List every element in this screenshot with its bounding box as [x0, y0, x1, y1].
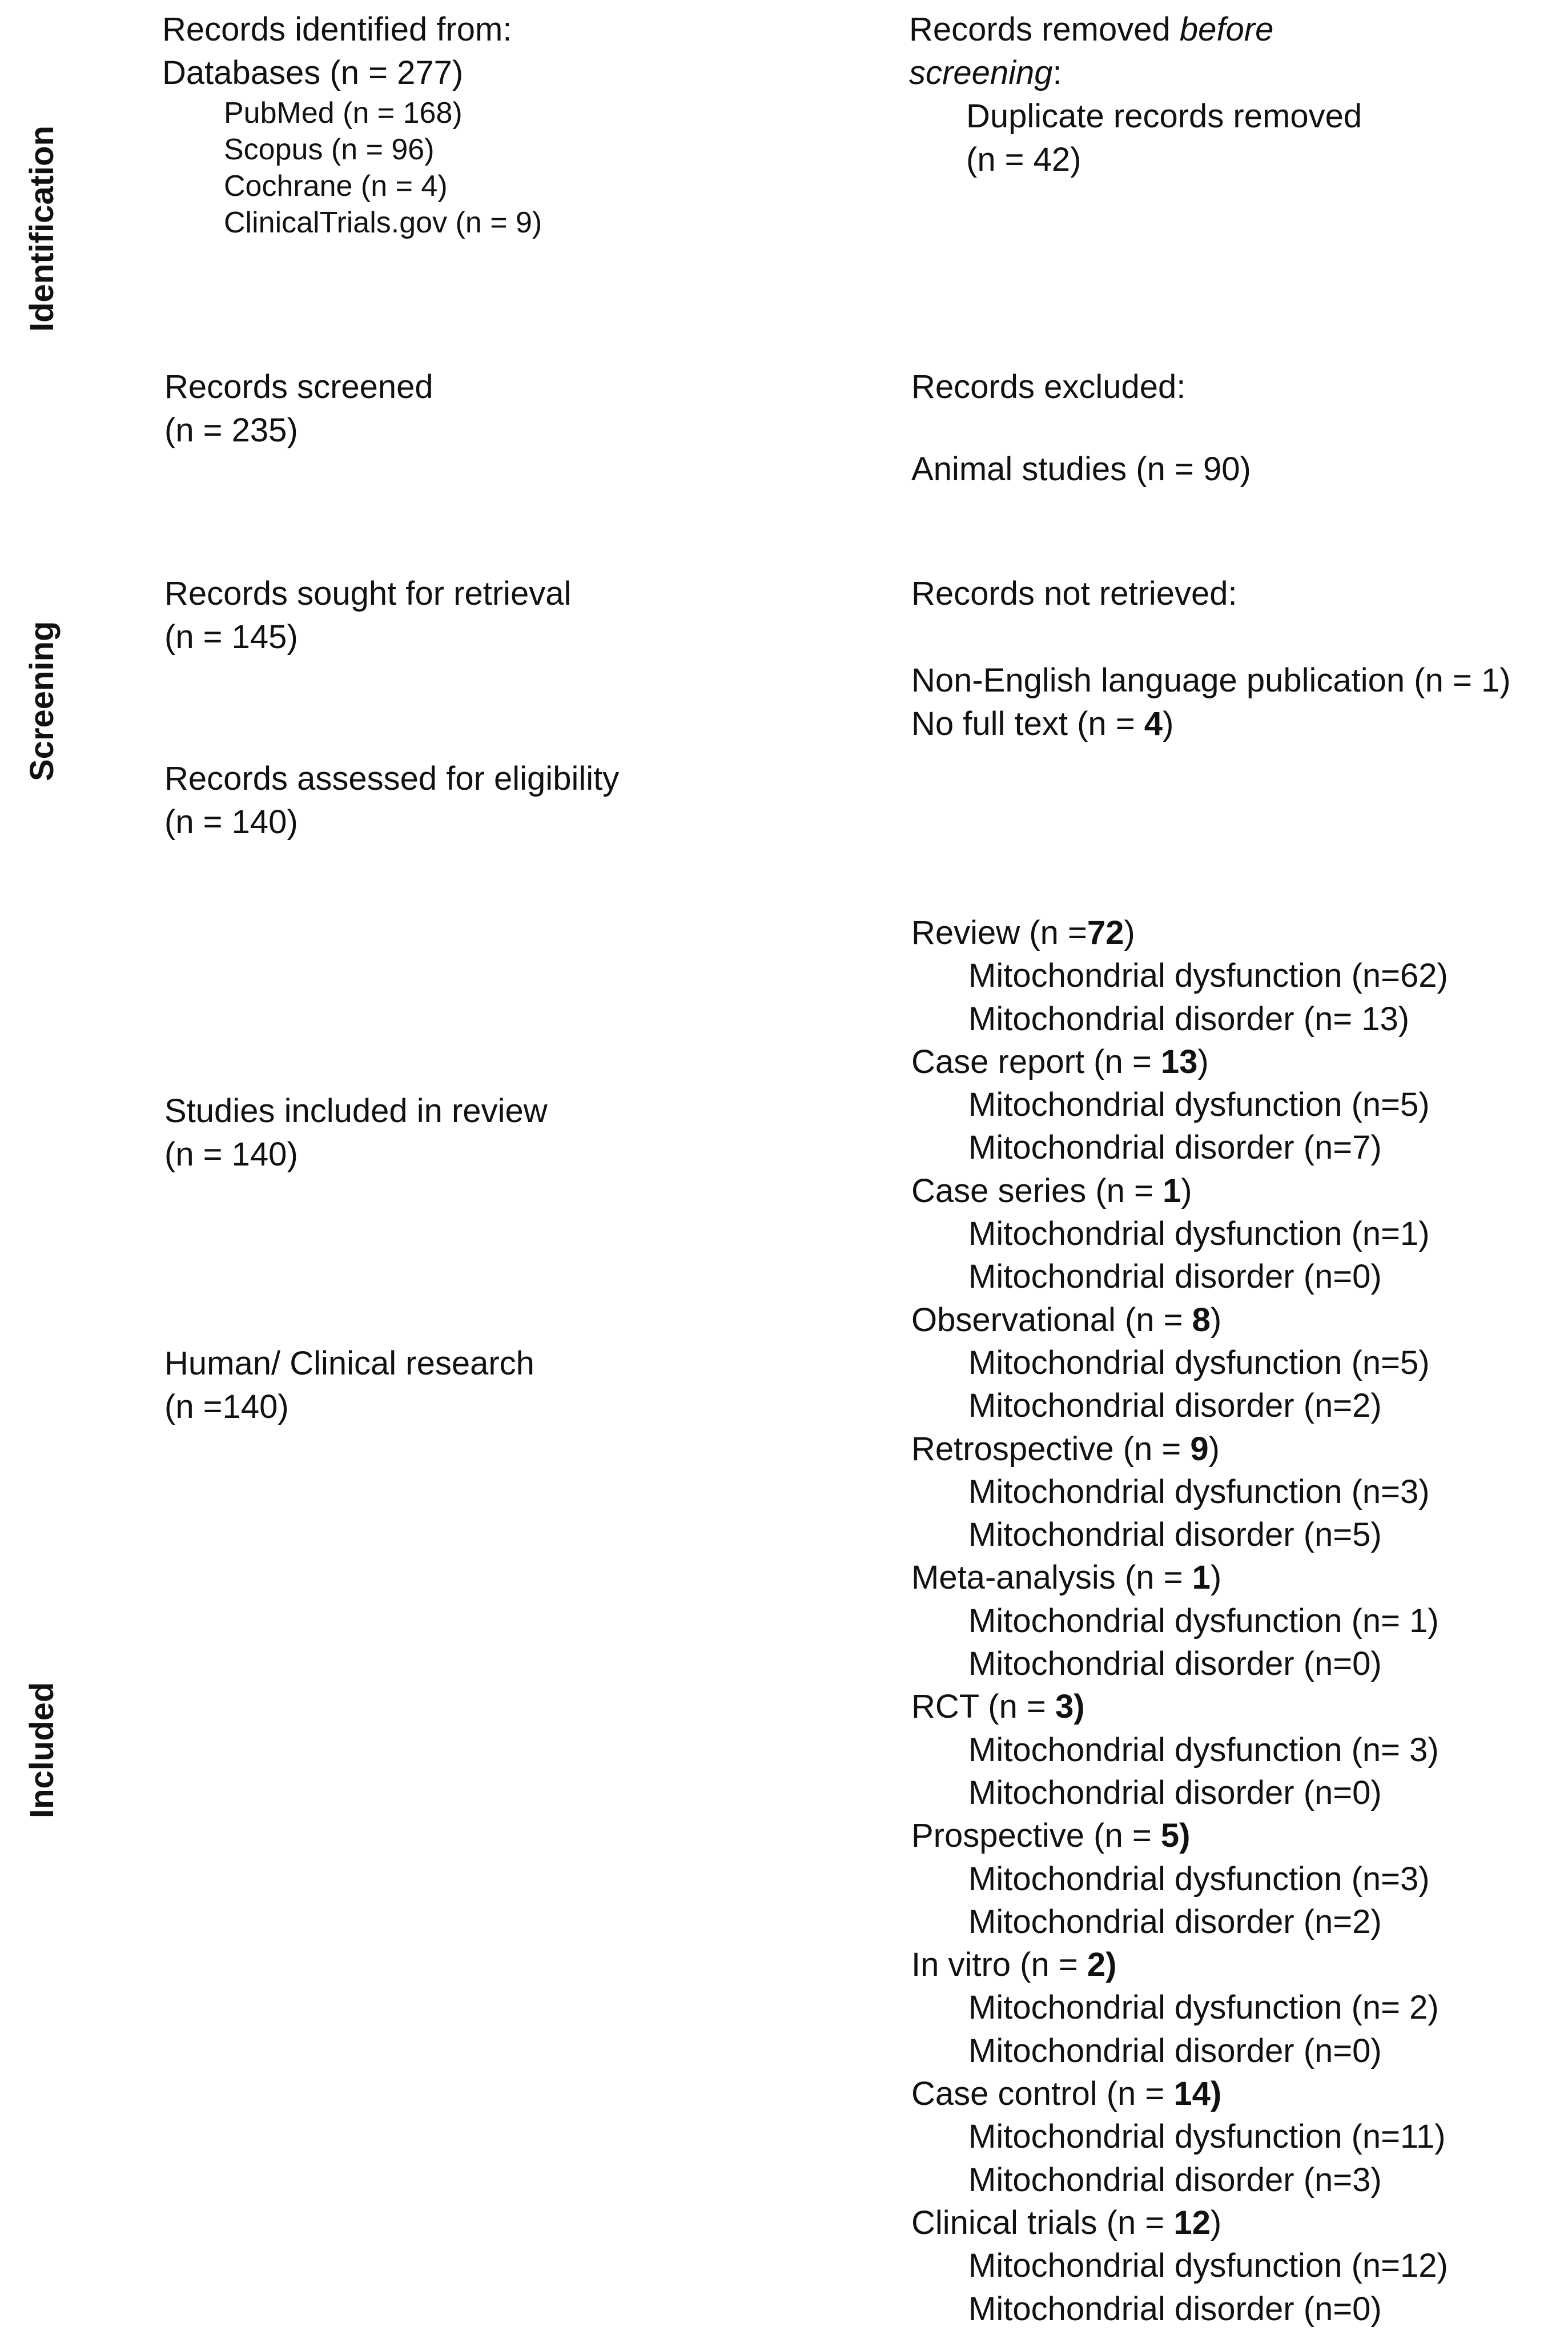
- disorder-count: Mitochondrial disorder (n=0): [968, 2032, 1382, 2069]
- records-sought-count: (n = 145): [164, 618, 298, 656]
- source-cochrane: Cochrane (n = 4): [224, 170, 448, 203]
- study-type-breakdown: [911, 911, 1448, 2330]
- study-type-row: In vitro (n = 2): [911, 1946, 1117, 1984]
- study-type-row: Case control (n = 14): [911, 2075, 1222, 2113]
- records-identified-box: [162, 8, 542, 241]
- records-excluded-label: Records excluded:: [911, 368, 1186, 405]
- dysfunction-count: Mitochondrial dysfunction (n= 1): [968, 1602, 1439, 1639]
- records-sought-label: Records sought for retrieval: [164, 575, 572, 612]
- disorder-count: Mitochondrial disorder (n=2): [968, 1387, 1382, 1425]
- duplicates-removed-label: Duplicate records removed: [966, 98, 1362, 135]
- databases-count: Databases (n = 277): [162, 54, 464, 91]
- records-removed-box: [909, 8, 1362, 182]
- records-not-retrieved-label: Records not retrieved:: [911, 575, 1237, 612]
- source-pubmed: PubMed (n = 168): [224, 97, 463, 130]
- dysfunction-count: Mitochondrial dysfunction (n=3): [968, 1860, 1430, 1898]
- disorder-count: Mitochondrial disorder (n=5): [968, 1516, 1382, 1554]
- dysfunction-count: Mitochondrial dysfunction (n=5): [968, 1344, 1430, 1381]
- dysfunction-count: Mitochondrial dysfunction (n= 3): [968, 1731, 1439, 1769]
- records-sought-box: [164, 572, 571, 659]
- disorder-count: Mitochondrial disorder (n=3): [968, 2161, 1382, 2199]
- human-clinical-count: (n =140): [164, 1388, 289, 1425]
- study-type-row: Meta-analysis (n = 1): [911, 1559, 1222, 1597]
- source-clinicaltrials: ClinicalTrials.gov (n = 9): [224, 206, 542, 239]
- records-screened-count: (n = 235): [164, 412, 298, 449]
- records-assessed-count: (n = 140): [164, 803, 298, 841]
- dysfunction-count: Mitochondrial dysfunction (n=3): [968, 1473, 1430, 1510]
- not-retrieved-reason-language: Non-English language publication (n = 1): [911, 662, 1511, 699]
- study-type-row: Observational (n = 8): [911, 1301, 1222, 1339]
- phase-label-identification: Identification: [23, 125, 61, 332]
- study-type-row: Case report (n = 13): [911, 1043, 1209, 1080]
- disorder-count: Mitochondrial disorder (n=0): [968, 2290, 1382, 2328]
- records-assessed-label: Records assessed for eligibility: [164, 760, 620, 797]
- study-type-row: Retrospective (n = 9): [911, 1430, 1220, 1468]
- disorder-count: Mitochondrial disorder (n=0): [968, 1258, 1382, 1296]
- study-type-row: Review (n =72): [911, 914, 1135, 951]
- records-screened-label: Records screened: [164, 368, 433, 405]
- dysfunction-count: Mitochondrial dysfunction (n=11): [968, 2118, 1446, 2156]
- records-removed-heading-2: screening:: [909, 54, 1062, 91]
- disorder-count: Mitochondrial disorder (n=7): [968, 1129, 1382, 1167]
- disorder-count: Mitochondrial disorder (n= 13): [968, 1000, 1410, 1038]
- source-scopus: Scopus (n = 96): [224, 133, 435, 166]
- phase-label-screening: Screening: [23, 621, 61, 781]
- studies-included-box: [164, 1090, 548, 1176]
- human-clinical-label: Human/ Clinical research: [164, 1345, 534, 1382]
- records-excluded-reason: Animal studies (n = 90): [911, 451, 1251, 488]
- dysfunction-count: Mitochondrial dysfunction (n=1): [968, 1215, 1430, 1253]
- records-not-retrieved-box: [911, 572, 1511, 746]
- study-type-row: RCT (n = 3): [911, 1688, 1085, 1726]
- study-type-row: Prospective (n = 5): [911, 1817, 1191, 1855]
- disorder-count: Mitochondrial disorder (n=2): [968, 1903, 1382, 1940]
- dysfunction-count: Mitochondrial dysfunction (n=5): [968, 1086, 1430, 1124]
- human-clinical-box: [164, 1342, 534, 1429]
- records-assessed-box: [164, 757, 619, 844]
- phase-label-included: Included: [23, 1682, 61, 1818]
- dysfunction-count: Mitochondrial dysfunction (n= 2): [968, 1989, 1439, 2027]
- dysfunction-count: Mitochondrial dysfunction (n=62): [968, 957, 1448, 995]
- studies-included-label: Studies included in review: [164, 1092, 548, 1130]
- database-sources: [162, 95, 542, 241]
- study-type-row: Clinical trials (n = 12): [911, 2204, 1222, 2241]
- not-retrieved-reason-fulltext: No full text (n = 4): [911, 705, 1174, 742]
- studies-included-count: (n = 140): [164, 1136, 298, 1173]
- records-removed-heading: Records removed before: [909, 11, 1274, 48]
- disorder-count: Mitochondrial disorder (n=0): [968, 1774, 1382, 1811]
- disorder-count: Mitochondrial disorder (n=0): [968, 1645, 1382, 1683]
- dysfunction-count: Mitochondrial dysfunction (n=12): [968, 2247, 1448, 2285]
- records-screened-box: [164, 365, 433, 452]
- records-identified-heading: Records identified from:: [162, 11, 512, 48]
- study-type-row: Case series (n = 1): [911, 1172, 1192, 1209]
- records-excluded-box: [911, 365, 1251, 491]
- duplicates-removed-count: (n = 42): [966, 141, 1081, 178]
